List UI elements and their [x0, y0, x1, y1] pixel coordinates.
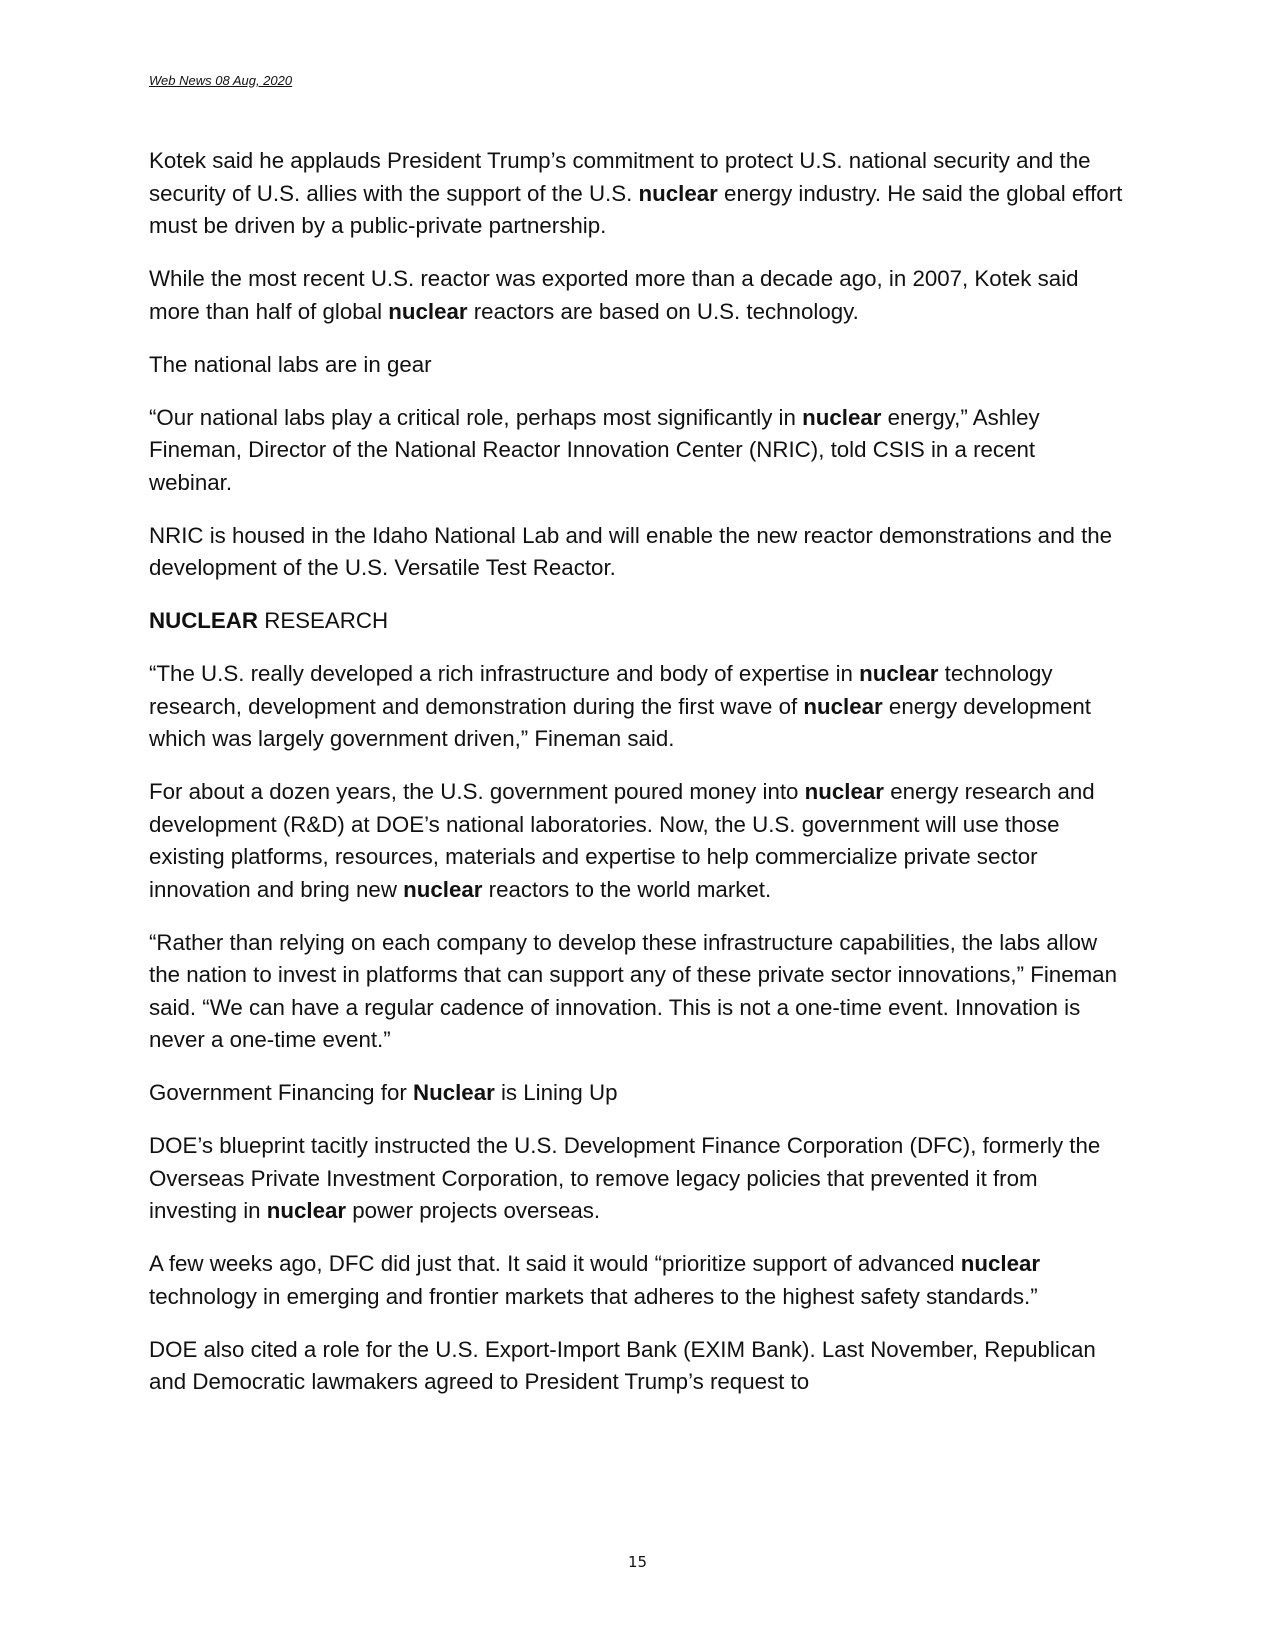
paragraph — [149, 1334, 1124, 1399]
paragraph — [149, 349, 1124, 382]
paragraph-text: “Rather than relying on each company to develop these infrastructure capabilities, the labs allow the nation to invest in platforms that can support any of these private sector innovations,” Fineman said. “We can have a regular cadence of innovation. This is not a one-time event. Innovation is never a one-time event.” — [149, 929, 1117, 1052]
document-header: Web News 08 Aug, 2020 — [149, 73, 293, 88]
paragraph-text: DOE also cited a role for the U.S. Export-Import Bank (EXIM Bank). Last November, Republican and Democratic lawmakers agreed to President Trump’s request to — [149, 1336, 1096, 1394]
paragraph — [149, 927, 1124, 1057]
bold-keyword: nuclear — [804, 779, 884, 804]
paragraph — [149, 145, 1124, 243]
page-number: 15 — [627, 1553, 648, 1571]
paragraph-text: energy research and development (R&D) at DOE’s national laboratories. Now, the U.S. government will use those existing platforms, resources, materials and expertise to help commercialize private sector innovation and bring new — [149, 779, 1095, 902]
article-body — [149, 145, 1124, 1419]
paragraph-text: energy industry. He said the global effort must be driven by a public-private partnership. — [149, 180, 1123, 238]
bold-keyword: nuclear — [802, 404, 882, 430]
paragraph-text: technology research, development and demonstration during the first wave of — [149, 661, 1053, 719]
paragraph — [149, 1077, 1124, 1110]
bold-keyword: nuclear — [960, 1251, 1041, 1276]
paragraph-text: Kotek said he applauds President Trump’s commitment to protect U.S. national security and the security of U.S. allies with the support of the U.S. — [149, 148, 1091, 206]
paragraph-text: energy,” Ashley Fineman, Director of the National Reactor Innovation Center (NRIC), told CSIS in a recent webinar. — [149, 404, 1040, 495]
paragraph-text: Government Financing for — [149, 1080, 413, 1105]
paragraph-text: “The U.S. really developed a rich infrastructure and body of expertise in — [149, 661, 860, 686]
paragraph-text: DOE’s blueprint tacitly instructed the U.S. Development Finance Corporation (DFC), formerly the Overseas Private Investment Corporation, to remove legacy policies that prevented it from investing in — [149, 1133, 1101, 1223]
paragraph-text: For about a dozen years, the U.S. government poured money into — [149, 779, 805, 804]
paragraph-text: NRIC is housed in the Idaho National Lab and will enable the new reactor demonstrations and the development of the U.S. Versatile Test Reactor. — [149, 522, 1113, 580]
paragraph-text: is Lining Up — [494, 1080, 618, 1105]
paragraph-text: A few weeks ago, DFC did just that. It said it would “prioritize support of advanced — [149, 1251, 961, 1276]
bold-keyword: nuclear — [266, 1198, 347, 1223]
paragraph — [149, 1248, 1124, 1313]
paragraph-text: RESEARCH — [258, 608, 389, 633]
bold-keyword: nuclear — [859, 661, 939, 686]
paragraph — [149, 605, 1124, 638]
paragraph-text: reactors are based on U.S. technology. — [467, 298, 859, 324]
paragraph — [149, 658, 1124, 756]
bold-keyword: nuclear — [638, 180, 718, 206]
bold-keyword: nuclear — [403, 876, 483, 902]
paragraph — [149, 1130, 1124, 1228]
bold-keyword: NUCLEAR — [149, 608, 259, 633]
paragraph — [149, 520, 1124, 585]
paragraph-text: reactors to the world market. — [482, 876, 772, 902]
bold-keyword: nuclear — [388, 298, 468, 324]
paragraph — [149, 776, 1124, 906]
paragraph-text: The national labs are in gear — [149, 351, 432, 377]
paragraph — [149, 263, 1124, 328]
paragraph — [149, 402, 1124, 500]
bold-keyword: Nuclear — [412, 1080, 495, 1105]
paragraph-text: While the most recent U.S. reactor was exported more than a decade ago, in 2007, Kotek said more than half of global — [149, 266, 1079, 324]
paragraph-text: technology in emerging and frontier markets that adheres to the highest safety standards.” — [149, 1283, 1038, 1309]
bold-keyword: nuclear — [803, 693, 883, 719]
paragraph-text: “Our national labs play a critical role, perhaps most significantly in — [149, 404, 803, 430]
paragraph-text: energy development which was largely government driven,” Fineman said. — [149, 693, 1091, 751]
paragraph-text: power projects overseas. — [346, 1198, 601, 1223]
